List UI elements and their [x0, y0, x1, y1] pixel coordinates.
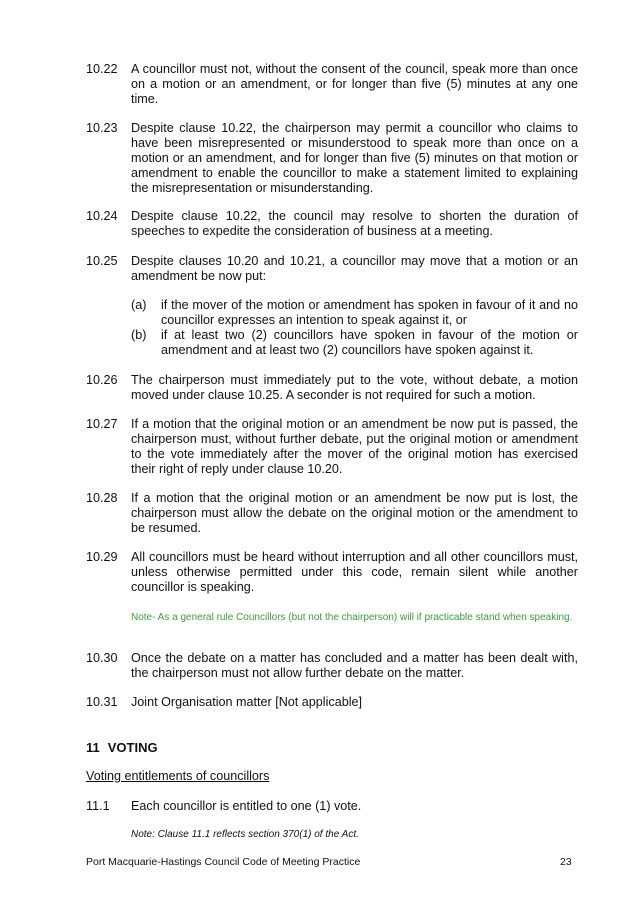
clause-text: Each councillor is entitled to one (1) vote. — [131, 799, 362, 813]
clause-11-1 — [86, 799, 578, 814]
speaking-note: Note- As a general rule Councillors (but not the chairperson) will if practicable stand when speaking. — [131, 612, 573, 623]
section-number: 11 — [86, 740, 100, 755]
clause-10-30 — [86, 651, 578, 681]
clause-text: Once the debate on a matter has concluded and a matter has been dealt with, the chairperson must not allow further debate on the matter. — [131, 651, 578, 680]
clause-10-28 — [86, 491, 578, 536]
act-reference-note: Note: Clause 11.1 reflects section 370(1) of the Act. — [131, 829, 359, 840]
voting-subheading: Voting entitlements of councillors — [86, 769, 270, 783]
subclause-label: (a) — [131, 298, 147, 312]
clause-10-26 — [86, 373, 578, 403]
subclause-text: if the mover of the motion or amendment has spoken in favour of it and no councillor expresses an intention to speak against it, or — [161, 298, 578, 327]
clause-number: 10.26 — [86, 373, 118, 387]
clause-10-27 — [86, 417, 578, 477]
clause-number: 10.24 — [86, 209, 118, 223]
clause-text: Joint Organisation matter [Not applicable] — [131, 695, 363, 709]
clause-number: 10.27 — [86, 417, 118, 431]
clause-number: 10.25 — [86, 254, 118, 268]
clause-number: 10.22 — [86, 62, 118, 76]
page-number: 23 — [560, 856, 572, 868]
clause-number: 10.23 — [86, 121, 118, 135]
clause-10-23 — [86, 121, 578, 196]
clause-number: 10.30 — [86, 651, 118, 665]
clause-number: 10.28 — [86, 491, 118, 505]
clause-number: 10.29 — [86, 550, 118, 564]
clause-10-24 — [86, 209, 578, 239]
clause-10-29 — [86, 550, 578, 595]
clause-text: If a motion that the original motion or an amendment be now put is passed, the chairperson must, without further debate, put the original motion or amendment to the vote immediately after the mover of the original motion has exercised their right of reply under clause 10.20. — [131, 417, 578, 476]
subclause-a — [131, 298, 578, 328]
clause-text: The chairperson must immediately put to the vote, without debate, a motion moved under clause 10.25. A seconder is not required for such a motion. — [131, 373, 578, 402]
section-heading — [86, 740, 158, 755]
clause-text: If a motion that the original motion or an amendment be now put is lost, the chairperson must allow the debate on the original motion or the amendment to be resumed. — [131, 491, 578, 535]
section-title: VOTING — [107, 740, 158, 755]
footer-title: Port Macquarie-Hastings Council Code of Meeting Practice — [86, 856, 361, 868]
subclause-b — [131, 328, 578, 358]
clause-text: A councillor must not, without the consent of the council, speak more than once on a motion or an amendment, or for longer than five (5) minutes at any one time. — [131, 62, 578, 106]
subclause-text: if at least two (2) councillors have spoken in favour of the motion or amendment and at least two (2) councillors have spoken against it. — [161, 328, 578, 357]
clause-number: 11.1 — [86, 799, 110, 813]
clause-10-22 — [86, 62, 578, 107]
subclause-label: (b) — [131, 328, 147, 342]
clause-10-31 — [86, 695, 578, 710]
clause-10-25 — [86, 254, 578, 284]
clause-text: Despite clause 10.22, the council may resolve to shorten the duration of speeches to expedite the consideration of business at a meeting. — [131, 209, 578, 238]
clause-text: Despite clause 10.22, the chairperson may permit a councillor who claims to have been misrepresented or misunderstood to speak more than once on a motion or an amendment, and for longer than five (5) minutes on that motion or amendment to enable the councillor to make a statement limited to explaining the misrepresentation or misunderstanding. — [131, 121, 578, 195]
clause-text: Despite clauses 10.20 and 10.21, a councillor may move that a motion or an amendment be now put: — [131, 254, 578, 283]
clause-number: 10.31 — [86, 695, 118, 709]
clause-text: All councillors must be heard without interruption and all other councillors must, unless otherwise permitted under this code, remain silent while another councillor is speaking. — [131, 550, 578, 594]
